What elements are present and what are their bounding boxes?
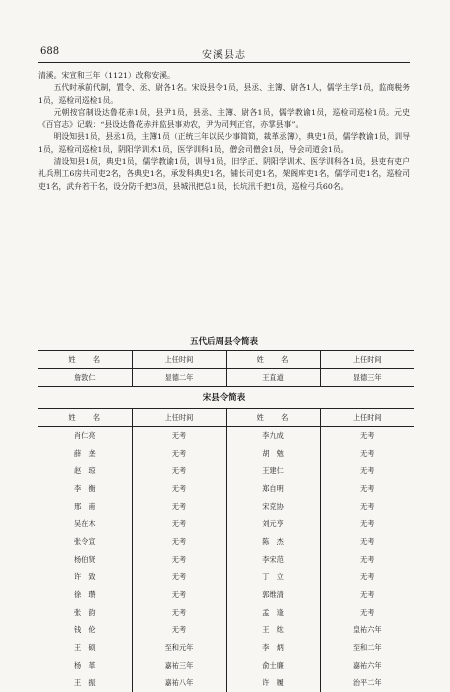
name-cell: 郑自明: [226, 480, 320, 498]
body-text: [38, 70, 410, 193]
date-cell: 至和元年: [132, 639, 226, 657]
date-cell: 无考: [320, 586, 414, 604]
date-cell: 无考: [132, 604, 226, 622]
column-header: 上任时间: [132, 409, 226, 427]
date-cell: 无考: [132, 515, 226, 533]
date-cell: 无考: [320, 445, 414, 463]
table-title: 五代后周县令简表: [38, 335, 410, 347]
table-row: [38, 586, 414, 604]
name-cell: 李九成: [226, 427, 320, 445]
date-cell: 无考: [320, 604, 414, 622]
name-cell: 俞士廉: [226, 657, 320, 675]
song-magistrates-table: [38, 408, 414, 692]
name-cell: 杨伯贤: [38, 551, 132, 569]
name-cell: 徐 瓒: [38, 586, 132, 604]
name-cell: 吴在木: [38, 515, 132, 533]
name-cell: 钱 伦: [38, 622, 132, 640]
table-row: [38, 604, 414, 622]
table-row: [38, 462, 414, 480]
date-cell: 无考: [320, 551, 414, 569]
name-cell: 孟 逢: [226, 604, 320, 622]
date-cell: 无考: [320, 569, 414, 587]
date-cell: 无考: [132, 533, 226, 551]
date-cell: 无考: [320, 533, 414, 551]
date-cell: 无考: [320, 498, 414, 516]
date-cell: 嘉祐八年: [132, 675, 226, 692]
table-row: [38, 639, 414, 657]
table-row: [38, 369, 414, 387]
name-cell: 詹敦仁: [38, 369, 132, 387]
name-cell: 王 振: [38, 675, 132, 692]
date-cell: 无考: [132, 569, 226, 587]
name-cell: 张 韵: [38, 604, 132, 622]
name-cell: 赵 琼: [38, 462, 132, 480]
paragraph: 明设知县1员，县丞1员，主簿1员（正统三年以民少事简简，裁革丞簿），典史1员，儒学教谕1员，训导1员，巡检司巡检1员，阴阳学训术1员，医学训科1员，僧会司僧会1员，导会司道会1员。: [38, 131, 410, 156]
page-header: [38, 44, 410, 63]
table-row: [38, 657, 414, 675]
later-zhou-magistrates-table: [38, 350, 414, 387]
name-cell: 胡 勉: [226, 445, 320, 463]
table-row: [38, 675, 414, 692]
date-cell: 无考: [132, 551, 226, 569]
date-cell: 治平二年: [320, 675, 414, 692]
date-cell: 无考: [132, 462, 226, 480]
name-cell: 王建仁: [226, 462, 320, 480]
column-header: 上任时间: [132, 351, 226, 369]
name-cell: 邢 甫: [38, 498, 132, 516]
column-header: 姓 名: [38, 409, 132, 427]
table-title: 宋县令简表: [38, 391, 410, 403]
column-header: 上任时间: [320, 409, 414, 427]
column-header: 姓 名: [226, 351, 320, 369]
table-row: [38, 622, 414, 640]
page-number: 688: [40, 46, 59, 57]
table-row: [38, 498, 414, 516]
date-cell: 显德三年: [320, 369, 414, 387]
name-cell: 王 硕: [38, 639, 132, 657]
date-cell: 无考: [132, 498, 226, 516]
paragraph: 清设知县1员，典史1员，儒学教谕1员，训导1员，旧学正、阴阳学训术、医学训科各1员，县吏有吏户礼兵刑工6房共司吏2名，各典史1名，承发科典史1名，铺长司吏1名，架阁库吏1名，儒学司吏1名，巡检司吏1名，武弁若干名，设分防千把3员，县城汛把总1员，长坑汛千把1员，巡检弓兵60名。: [38, 156, 410, 193]
date-cell: 皇祐六年: [320, 622, 414, 640]
date-cell: 至和二年: [320, 639, 414, 657]
name-cell: 薛 垄: [38, 445, 132, 463]
name-cell: 肖仁亮: [38, 427, 132, 445]
name-cell: 许 履: [226, 675, 320, 692]
table-row: [38, 569, 414, 587]
paragraph: 元朝按官制设达鲁花赤1员，县尹1员，县丞、主簿、尉各1员，儒学教谕1员，巡检司巡检1员。元史《百官志》记载：“县设达鲁花赤并监县事劝农，尹为司判正官，亦掌县事”。: [38, 107, 410, 132]
date-cell: 嘉祐三年: [132, 657, 226, 675]
name-cell: 丁 立: [226, 569, 320, 587]
date-cell: 无考: [320, 515, 414, 533]
name-cell: 郭维清: [226, 586, 320, 604]
name-cell: 陈 杰: [226, 533, 320, 551]
name-cell: 许 致: [38, 569, 132, 587]
table-header-row: [38, 409, 414, 427]
column-header: 姓 名: [38, 351, 132, 369]
column-header: 姓 名: [226, 409, 320, 427]
paragraph: 清溪。宋宣和三年（1121）改称安溪。: [38, 70, 410, 82]
date-cell: 显德二年: [132, 369, 226, 387]
name-cell: 李宋范: [226, 551, 320, 569]
table-header-row: [38, 351, 414, 369]
date-cell: 无考: [320, 427, 414, 445]
date-cell: 无考: [132, 622, 226, 640]
name-cell: 刘元亨: [226, 515, 320, 533]
date-cell: 无考: [132, 427, 226, 445]
table-row: [38, 480, 414, 498]
date-cell: 无考: [320, 462, 414, 480]
name-cell: 杨 革: [38, 657, 132, 675]
column-header: 上任时间: [320, 351, 414, 369]
table-body: [38, 427, 414, 692]
name-cell: 李 炳: [226, 639, 320, 657]
name-cell: 王直道: [226, 369, 320, 387]
date-cell: 无考: [132, 586, 226, 604]
paragraph: 五代时承前代制，置令、丞、尉各1名。宋设县令1员，县丞、主簿、尉各1人，儒学主学1员，监商税务1员，巡检司巡检1员。: [38, 82, 410, 107]
name-cell: 张令宣: [38, 533, 132, 551]
running-title: 安溪县志: [38, 46, 410, 61]
name-cell: 王 纮: [226, 622, 320, 640]
name-cell: 李 衡: [38, 480, 132, 498]
table-row: [38, 551, 414, 569]
table-row: [38, 445, 414, 463]
date-cell: 无考: [320, 480, 414, 498]
name-cell: 宋克协: [226, 498, 320, 516]
table-row: [38, 533, 414, 551]
table-row: [38, 515, 414, 533]
date-cell: 无考: [132, 480, 226, 498]
date-cell: 无考: [132, 445, 226, 463]
date-cell: 嘉祐六年: [320, 657, 414, 675]
table-row: [38, 427, 414, 445]
